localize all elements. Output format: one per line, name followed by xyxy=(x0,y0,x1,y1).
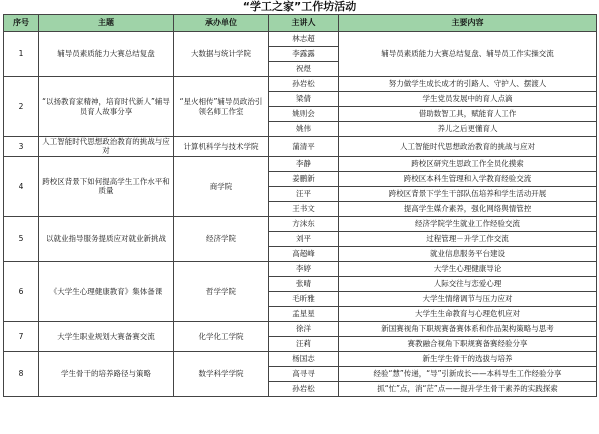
row-lecturer: 汪莉 xyxy=(269,336,339,351)
row-unit: 数学科学学院 xyxy=(174,351,269,396)
row-content: 跨校区本科生管理和入学教育经验交流 xyxy=(339,171,597,186)
row-lecturer: 李静 xyxy=(269,156,339,171)
row-unit: 商学院 xyxy=(174,156,269,216)
row-topic: 学生骨干的培养路径与策略 xyxy=(39,351,174,396)
row-content: 提高学生媒介素养，强化网络舆情管控 xyxy=(339,201,597,216)
row-number: 4 xyxy=(4,156,39,216)
row-topic: 跨校区背景下如何提高学生工作水平和质量 xyxy=(39,156,174,216)
table-row xyxy=(4,351,597,366)
row-lecturer: 刘平 xyxy=(269,231,339,246)
table-row xyxy=(4,261,597,276)
row-lecturer: 姚则会 xyxy=(269,107,339,122)
row-content: 人际交往与恋爱心理 xyxy=(339,276,597,291)
table-row xyxy=(4,137,597,157)
row-lecturer: 梁倩 xyxy=(269,92,339,107)
row-content: 跨校区研究生思政工作全员化摸索 xyxy=(339,156,597,171)
row-unit: 大数据与统计学院 xyxy=(174,32,269,77)
table-row xyxy=(4,321,597,336)
row-topic: 《大学生心理健康教育》集体备课 xyxy=(39,261,174,321)
row-content: 新生学生骨干的选拔与培养 xyxy=(339,351,597,366)
row-lecturer: 王书文 xyxy=(269,201,339,216)
header-topic: 主题 xyxy=(39,15,174,32)
table-header xyxy=(4,15,597,32)
row-number: 5 xyxy=(4,216,39,261)
row-lecturer: 方沫东 xyxy=(269,216,339,231)
row-lecturer: 徐洋 xyxy=(269,321,339,336)
row-number: 7 xyxy=(4,321,39,351)
row-content: 过程管理－升学工作交流 xyxy=(339,231,597,246)
row-content: 就业信息服务平台建设 xyxy=(339,246,597,261)
row-content: 大学生心理健康导论 xyxy=(339,261,597,276)
row-content: 大学生生命教育与心理危机应对 xyxy=(339,306,597,321)
row-lecturer: 杨国志 xyxy=(269,351,339,366)
row-content: 赛教融合视角下职规赛备赛经验分享 xyxy=(339,336,597,351)
header-content: 主要内容 xyxy=(339,15,597,32)
row-number: 6 xyxy=(4,261,39,321)
row-lecturer: 蒲清平 xyxy=(269,137,339,157)
row-lecturer: 孟星星 xyxy=(269,306,339,321)
row-lecturer: 李婷 xyxy=(269,261,339,276)
row-topic: 以就业指导服务提质应对就业新挑战 xyxy=(39,216,174,261)
row-topic: “以扬教育家精神，培育时代新人”辅导员育人故事分享 xyxy=(39,77,174,137)
header-row xyxy=(4,15,597,32)
activity-table xyxy=(3,14,597,397)
row-content: 努力做学生成长成才的引路人、守护人、摆渡人 xyxy=(339,77,597,92)
row-content: 抓“忙”点，消“茫”点——提升学生骨干素养的实践探索 xyxy=(339,381,597,396)
row-content: 养儿之后更懂育人 xyxy=(339,122,597,137)
row-content: 跨校区背景下学生干部队伍培养和学生活动开展 xyxy=(339,186,597,201)
row-lecturer: 李露露 xyxy=(269,47,339,62)
row-lecturer: 汪平 xyxy=(269,186,339,201)
table-row xyxy=(4,77,597,92)
row-content: 经济学院学生就业工作经验交流 xyxy=(339,216,597,231)
row-lecturer: 孙岩松 xyxy=(269,77,339,92)
page-title: “学工之家”工作坊活动 xyxy=(242,0,357,13)
header-unit: 承办单位 xyxy=(174,15,269,32)
row-content: 人工智能时代思想政治教育的挑战与应对 xyxy=(339,137,597,157)
table-row xyxy=(4,216,597,231)
row-content: 辅导员素质能力大赛总结复盘、辅导员工作实操交流 xyxy=(339,32,597,77)
row-content: 借助数智工具，赋能育人工作 xyxy=(339,107,597,122)
row-number: 8 xyxy=(4,351,39,396)
row-content: 经验“慧”传递，“导”引新成长——本科导生工作经验分享 xyxy=(339,366,597,381)
row-lecturer: 高寻寻 xyxy=(269,366,339,381)
row-topic: 人工智能时代思想政治教育的挑战与应对 xyxy=(39,137,174,157)
row-lecturer: 姚伟 xyxy=(269,122,339,137)
table-body xyxy=(4,32,597,397)
row-unit: 化学化工学院 xyxy=(174,321,269,351)
row-lecturer: 孙岩松 xyxy=(269,381,339,396)
row-content: 大学生情绪调节与压力应对 xyxy=(339,291,597,306)
row-lecturer: 祝煜 xyxy=(269,62,339,77)
table-row xyxy=(4,156,597,171)
row-lecturer: 高超峰 xyxy=(269,246,339,261)
table-row xyxy=(4,32,597,47)
row-topic: 辅导员素质能力大赛总结复盘 xyxy=(39,32,174,77)
row-unit: 计算机科学与技术学院 xyxy=(174,137,269,157)
row-number: 2 xyxy=(4,77,39,137)
row-number: 1 xyxy=(4,32,39,77)
header-no: 序号 xyxy=(4,15,39,32)
header-lecturer: 主讲人 xyxy=(269,15,339,32)
row-content: 新国赛视角下职规赛备赛体系和作品架构策略与思考 xyxy=(339,321,597,336)
row-unit: “星火相传”辅导员政治引领名师工作室 xyxy=(174,77,269,137)
row-lecturer: 毛昕雅 xyxy=(269,291,339,306)
row-unit: 哲学学院 xyxy=(174,261,269,321)
row-topic: 大学生职业规划大赛备赛交流 xyxy=(39,321,174,351)
row-unit: 经济学院 xyxy=(174,216,269,261)
row-lecturer: 林志超 xyxy=(269,32,339,47)
row-content: 学生党员发展中的育人点滴 xyxy=(339,92,597,107)
row-lecturer: 姜鹏新 xyxy=(269,171,339,186)
row-lecturer: 张晴 xyxy=(269,276,339,291)
row-number: 3 xyxy=(4,137,39,157)
